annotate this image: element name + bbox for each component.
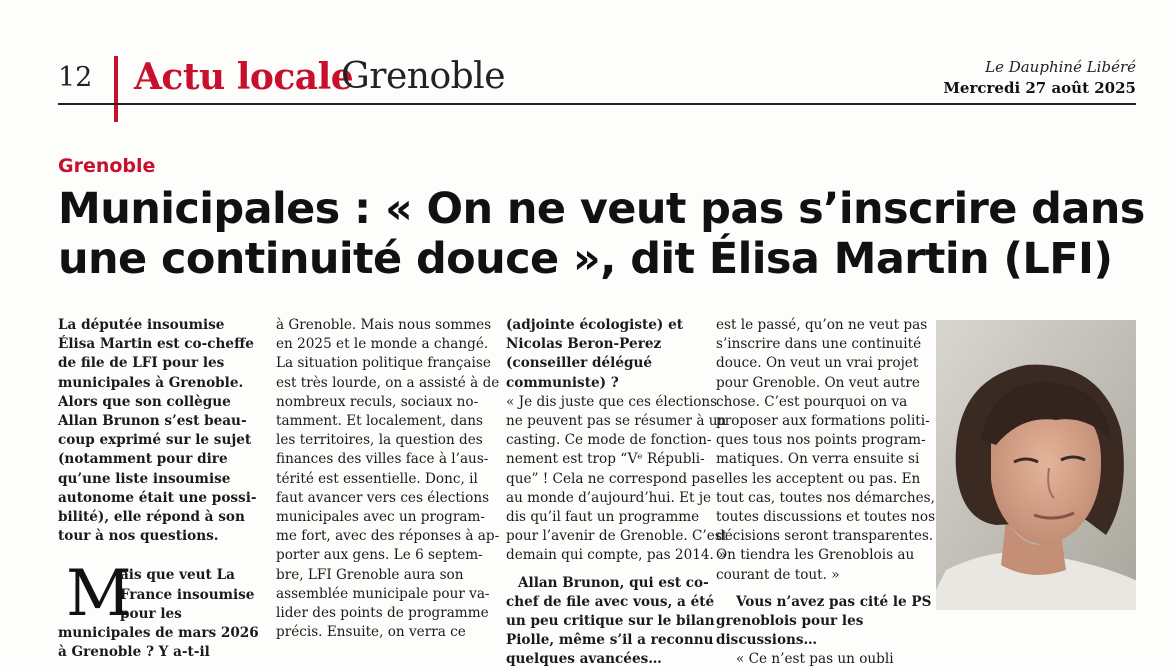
text-line: décisions seront transparentes. [716,528,934,545]
text-line: est très lourde, on a assisté à de [276,374,500,391]
header-accent-bar [114,56,118,122]
answer-text [276,316,500,642]
page-number: 12 [58,62,93,93]
text-line: que” ! Cela ne correspond pas [506,470,716,487]
text-line: quelques avancées… [506,651,662,668]
portrait-photo [936,320,1136,610]
text-line: nement est trop “Vᵉ Républi- [506,451,705,468]
text-line: « Ce n’est pas un oubli [736,651,894,668]
text-line: tamment. Et localement, dans [276,413,483,430]
text-line: Allan Brunon, qui est co- [518,574,709,591]
headline-line: une continuité douce », dit Élisa Martin (LFI) [58,234,1113,284]
section-city: Grenoble [341,56,505,97]
text-line: toutes discussions et toutes nos [716,509,936,526]
text-line: à Grenoble ? Y a-t-il [58,644,210,661]
section-rubric: Actu locale [134,56,354,98]
text-line: communiste) ? [506,374,619,391]
text-line: est le passé, qu’on ne veut pas [716,317,928,333]
text-line: discussions… [716,632,818,649]
text-line: La situation politique française [276,355,491,372]
text-line: (notamment pour dire [58,451,228,468]
text-line: bre, LFI Grenoble aura son [276,566,464,583]
text-line: tout cas, toutes nos démarches, [716,489,935,506]
question-2 [506,574,715,670]
text-line: ais que veut La [120,567,235,584]
text-line: porter aux gens. Le 6 septem- [276,547,483,564]
text-line: Nicolas Beron-Perez [506,336,662,353]
text-line: un peu critique sur le bilan [506,613,715,630]
text-line: municipales avec un program- [276,509,485,526]
article-kicker: Grenoble [58,155,156,177]
text-line: (conseiller délégué [506,355,653,372]
newspaper-name: Le Dauphiné Libéré [985,58,1136,76]
text-line: pour l’avenir de Grenoble. C’est [506,528,728,545]
column-4 [716,316,936,670]
text-line: tour à nos questions. [58,528,219,545]
text-line: dis qu’il faut un programme [506,509,700,526]
text-line: finances des villes face à l’aus- [276,451,489,468]
text-line: Allan Brunon s’est beau- [58,413,247,430]
text-line: de file de LFI pour les [58,355,225,372]
text-line: La députée insoumise [58,317,225,333]
text-line: bilité), elle répond à son [58,509,245,526]
text-line: chose. C’est pourquoi on va [716,393,908,410]
answer-text [716,316,936,585]
article-intro [58,316,258,546]
text-line: assemblée municipale pour va- [276,585,490,602]
text-line: Élisa Martin est co-cheffe [58,336,254,353]
portrait-illustration [936,320,1136,610]
text-line: On tiendra les Grenoblois au [716,547,915,564]
text-line: proposer aux formations politi- [716,413,930,430]
column-1 [58,316,258,662]
text-line: me fort, avec des réponses à ap- [276,528,500,545]
text-line: (adjointe écologiste) et [506,317,684,333]
text-line: municipales à Grenoble. [58,374,244,391]
text-line: pour les [120,605,182,622]
text-line: lider des points de programme [276,605,489,622]
text-line: douce. On veut un vrai projet [716,355,919,372]
column-3 [506,316,728,670]
text-line: les territoires, la question des [276,432,483,449]
text-line: précis. Ensuite, on verra ce [276,624,466,641]
question-1 [58,557,259,662]
text-line: municipales de mars 2026 [58,625,259,642]
text-line: nombreux reculs, sociaux no- [276,393,479,410]
issue-date: Mercredi 27 août 2025 [943,79,1136,97]
text-line: demain qui compte, pas 2014. » [506,547,727,564]
text-line: chef de file avec vous, a été [506,593,715,610]
text-line: courant de tout. » [716,566,840,583]
text-line: autonome était une possi- [58,489,257,506]
text-line: ques tous nos points program- [716,432,926,449]
article-headline [58,184,1148,284]
text-line: au monde d’aujourd’hui. Et je [506,489,712,506]
text-line: elles les acceptent ou pas. En [716,470,921,487]
answer-text [506,393,728,566]
answer-text [716,650,918,669]
text-line: Piolle, même s’il a reconnu [506,632,714,649]
text-line: qu’une liste insoumise [58,470,231,487]
text-line: à Grenoble. Mais nous sommes [276,317,492,333]
text-line: pour Grenoble. On veut autre [716,374,920,391]
text-line: « Je dis juste que ces élections [506,393,718,410]
header-divider [58,103,1136,105]
text-line: Alors que son collègue [58,393,231,410]
text-line: Vous n’avez pas cité le PS [736,593,932,610]
drop-cap: M [66,557,132,632]
headline-line: Municipales : « On ne veut pas s’inscrire dans [58,184,1145,234]
question-3 [716,593,932,651]
column-2 [276,316,500,642]
text-line: matiques. On verra ensuite si [716,451,920,468]
text-line: en 2025 et le monde a changé. [276,336,489,353]
text-line: ne peuvent pas se résumer à un [506,413,727,430]
text-line: térité est essentielle. Donc, il [276,470,478,487]
text-line: faut avancer vers ces élections [276,489,490,506]
text-line: grenoblois pour les [716,613,864,630]
text-line: coup exprimé sur le sujet [58,432,252,449]
question-continuation [506,316,696,393]
text-line: France insoumise [120,586,255,603]
text-line: casting. Ce mode de fonction- [506,432,712,449]
text-line: s’inscrire dans une continuité [716,336,922,353]
